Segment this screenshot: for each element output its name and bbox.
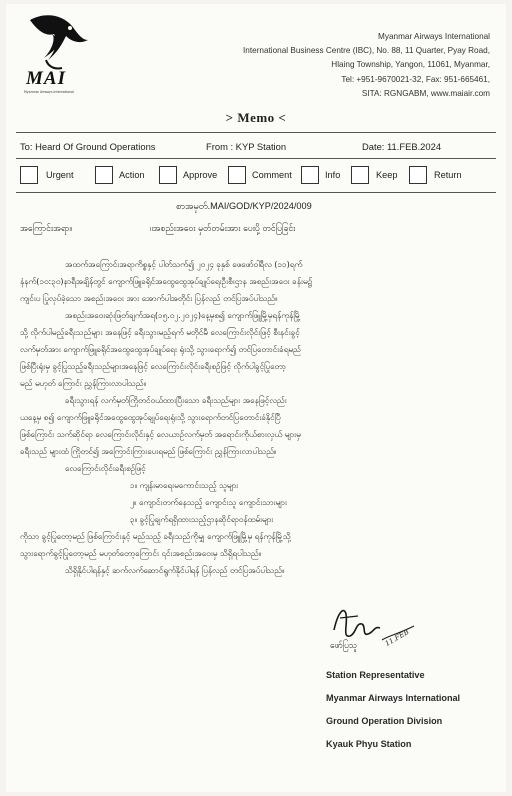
body-line: သို့ လိုက်ပါမည့်ခရီးသည်များ အနေဖြင့် ခရီးသွားမည့်ရက် မတိုင်မီ လေကြောင်းလိုင်းဖြင့် စီးနင်းခွင့် [20, 327, 300, 337]
memo-date: Date: 11.FEB.2024 [362, 141, 442, 152]
memo-page [6, 4, 506, 792]
body-line: လေကြောင်းလိုင်းခရီးစဉ်ဖြင့် [65, 463, 146, 473]
body-line: မည် မဟုတ် ကြောင်း ညွှန်ကြားလာပါသည်။ [20, 378, 147, 388]
keep-checkbox[interactable] [351, 166, 369, 184]
body-line: အထက်အကြောင်းအရာကိစ္စနှင့် ပါတ်သက်၍ ၂၀၂၄ ခုနှစ် ဖေဖော်ဝါရီလ (၁၁)ရက် [65, 259, 303, 269]
memo-to: To: Heard Of Ground Operations [20, 141, 156, 152]
signature-date: 11.FEB [383, 627, 411, 649]
approve-label: Approve [183, 170, 218, 180]
comment-label: Comment [252, 170, 292, 180]
body-line: ကိုသာ ခွင့်ပြုတော့မည် ဖြစ်ကြောင်းနှင့် မည်သည့် ခရီးသည်ကိုမျှ ကျောက်ဖြူမြို့မှ ရန်ကုန်မြို့သို့ [20, 531, 291, 541]
logo-subtext: Myanmar Airways International [24, 90, 74, 94]
memo-title: > Memo < [225, 110, 287, 125]
routing-checkboxes [20, 164, 500, 186]
list-item: ၁။ ကျန်းမာရေးမကောင်းသည့် သူများ [130, 480, 239, 490]
signatory-station: Kyauk Phyu Station [326, 739, 412, 749]
body-line: ခရီးသွားရန် လက်မှတ်ကြိုတင်ဝယ်ထားပြီးသော ခရီးသည်များ အနေဖြင့်လည်း [65, 395, 287, 405]
body-line: သွားရောက်ခွင့်ပြုတော့မည် မဟုတ်တော့ကြောင်း ၎င်းအစည်းအဝေးမှ သိရှိရပါသည်။ [20, 548, 262, 558]
body-line: ဖြစ်ကြောင်း သက်ဆိုင်ရာ လေကြောင်းလိုင်းနှင့် လေယာဉ်လက်မှတ် အရောင်းကိုယ်စားလှယ် များမှ [20, 429, 301, 439]
keep-label: Keep [376, 170, 398, 180]
info-label: Info [325, 170, 341, 180]
list-item: ၂။ ကျောင်းတက်နေသည့် ကျောင်းသူ ကျောင်းသားများ [130, 497, 287, 507]
address-line: Hlaing Township, Yangon, 11061, Myanmar, [331, 60, 490, 70]
body-line: လက်မှတ်အား ကျောက်ဖြူခရိုင်အထွေထွေအုပ်ချုပ်ရေး ရုံးသို့ သွားရောက်၍ တင်ပြတောင်းခံရမည် [20, 344, 301, 354]
signatory-title: Station Representative [326, 670, 425, 680]
approve-checkbox[interactable] [159, 166, 177, 184]
signatory-company: Myanmar Airways International [326, 693, 461, 703]
subject-label: အကြောင်းအရာ။ [20, 224, 73, 234]
body-line: ယနေ့မှ စ၍ ကျောက်ဖြူခရိုင်အထွေထွေအုပ်ချုပ်ရေးရုံးသို့ သွားရောက်တင်ပြတောင်းခံနိုင်ပြီ [20, 412, 281, 422]
address-line: Myanmar Airways International [378, 32, 490, 41]
return-checkbox[interactable] [409, 166, 427, 184]
signatory-division: Ground Operation Division [326, 716, 443, 726]
action-label: Action [119, 170, 145, 180]
return-label: Return [434, 170, 462, 180]
subject-text: ။အစည်းအဝေး မှတ်တမ်းအား ပေးပို့ တင်ပြခြင်း [150, 224, 296, 234]
address-line: International Business Centre (IBC), No. 88, 11 Quarter, Pyay Road, [243, 46, 490, 56]
reference-number: စာအမှတ်.MAI/GOD/KYP/2024/009 [176, 201, 312, 211]
divider [16, 158, 496, 159]
body-line: ဖြစ်ပြီးရုံးမှ ခွင့်ပြုသည့်ခရီးသည်များအနေဖြင့် လေကြောင်းလိုင်းခရီးစဉ်ဖြင့် လိုက်ပါခွင့်ပြုတော့ [20, 361, 286, 371]
info-checkbox[interactable] [301, 166, 319, 184]
divider [16, 192, 496, 193]
list-item: ၃။ ခွင့်ပြုချက်ရရှိထားသည့်ဌာနဆိုင်ရာဝန်ထမ်းများ [130, 514, 274, 524]
sign-label: ဖော်ပြသူ [330, 640, 358, 650]
body-line: ခရီးသည် များထံ ကြိုတင်၍ အကြောင်းကြားပေးရမည် ဖြစ်ကြောင်း ညွှန်ကြားလာပါသည်။ [20, 446, 277, 456]
action-checkbox[interactable] [95, 166, 113, 184]
address-line: Tel: +951-9670021-32, Fax: 951-665461, [341, 74, 490, 84]
comment-checkbox[interactable] [228, 166, 246, 184]
memo-from: From : KYP Station [206, 141, 287, 152]
body-line: ကျင်းပ ပြုလုပ်ခဲ့သော အစည်းအဝေး အား အောက်ပါအတိုင်း ပြန်လည် တင်ပြအပ်ပါသည်။ [20, 293, 278, 303]
logo-text: MAI [26, 68, 66, 89]
urgent-label: Urgent [46, 170, 74, 180]
body-line: သိရှိနိုင်ပါရန်နှင့် ဆက်လက်ဆောင်ရွက်နိုင်ပါရန် ပြန်လည် တင်ပြအပ်ပါသည်။ [65, 565, 285, 575]
company-address [200, 30, 490, 101]
urgent-checkbox[interactable] [20, 166, 38, 184]
body-line: နံနက်(၁၀:၃၀)နာရီအချိန်တွင် ကျောက်ဖြူခရိုင်အထွေထွေအုပ်ချုပ်ရေးဦးစီးဌာန အစည်းအဝေး ခန်းမ၌ [20, 276, 313, 286]
body-line: အစည်းအဝေးဆုံးဖြတ်ချက်အရ(၁၅.၀၂.၂၀၂၄)နေ့မှစ၍ ကျောက်ဖြူမြို့မှရန်ကုန်မြို့ [65, 310, 301, 320]
memo-body [20, 256, 492, 579]
address-line: SITA: RGNGABM, www.maiair.com [361, 88, 490, 98]
divider [16, 132, 496, 133]
mai-logo [22, 10, 92, 96]
